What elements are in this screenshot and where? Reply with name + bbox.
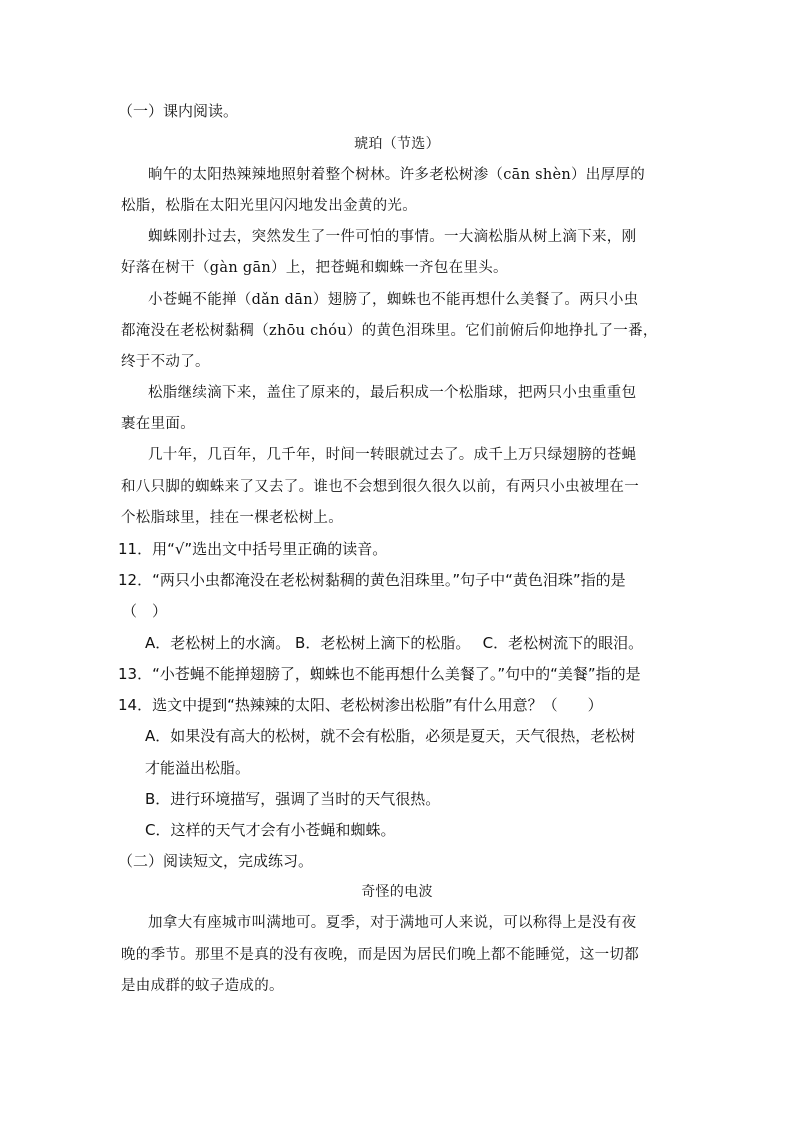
- passage1-line: 个松脂球里，挂在一棵老松树上。: [121, 510, 343, 526]
- passage1-line: 好落在树干（gàn gān）上，把苍蝇和蜘蛛一齐包在里头。: [121, 260, 508, 276]
- passage1-line: 小苍蝇不能掸（dǎn dān）翅膀了，蜘蛛也不能再想什么美餐了。两只小虫: [148, 292, 639, 308]
- passage1-line: 蜘蛛刚扑过去，突然发生了一件可怕的事情。一大滴松脂从树上滴下来，刚: [148, 229, 637, 245]
- passage1-line: 裹在里面。: [121, 416, 195, 432]
- passage1-line: 都淹没在老松树黏稠（zhōu chóu）的黄色泪珠里。它们前俯后仰地挣扎了一番，: [121, 323, 658, 339]
- question-14: 14．选文中提到“热辣辣的太阳、老松树渗出松脂”有什么用意？（ ）: [118, 696, 603, 714]
- question-13: 13．“小苍蝇不能掸翅膀了，蜘蛛也不能再想什么美餐了。”句中的“美餐”指的是: [118, 665, 641, 683]
- question-14-option-a-cont: 才能溢出松脂。: [145, 759, 251, 777]
- passage2-line: 是由成群的蚊子造成的。: [121, 978, 284, 994]
- question-11: 11．用“√”选出文中括号里正确的读音。: [118, 540, 388, 558]
- passage1-line: 终于不动了。: [121, 354, 210, 370]
- question-12: 12．“两只小虫都淹没在老松树黏稠的黄色泪珠里。”句子中“黄色泪珠”指的是: [118, 571, 626, 589]
- question-14-option-a: A．如果没有高大的松树，就不会有松脂，必须是夏天，天气很热，老松树: [145, 727, 636, 745]
- passage1-line: 和八只脚的蜘蛛来了又去了。谁也不会想到很久很久以前，有两只小虫被埋在一: [121, 479, 639, 495]
- section1-title: 琥珀（节选）: [354, 136, 440, 152]
- section2-heading: （二）阅读短文，完成练习。: [118, 852, 314, 870]
- question-14-option-c: C．这样的天气才会有小苍蝇和蜘蛛。: [145, 821, 396, 839]
- passage1-line: 几十年，几百年，几千年，时间一转眼就过去了。成千上万只绿翅膀的苍蝇: [148, 447, 637, 463]
- section2-title: 奇怪的电波: [361, 884, 433, 900]
- section1-heading: （一）课内阅读。: [118, 102, 239, 120]
- passage1-line: 松脂继续滴下来，盖住了原来的，最后积成一个松脂球，把两只小虫重重包: [148, 385, 637, 401]
- passage2-line: 加拿大有座城市叫满地可。夏季，对于满地可人来说，可以称得上是没有夜: [148, 915, 637, 931]
- passage1-line: 松脂，松脂在太阳光里闪闪地发出金黄的光。: [121, 198, 417, 214]
- passage1-line: 晌午的太阳热辣辣地照射着整个树林。许多老松树渗（cān shèn）出厚厚的: [148, 167, 646, 183]
- question-14-option-b: B．进行环境描写，强调了当时的天气很热。: [145, 790, 441, 808]
- passage2-line: 晚的季节。那里不是真的没有夜晚，而是因为居民们晚上都不能睡觉，这一切都: [121, 947, 639, 963]
- question-12-options: A．老松树上的水滴。 B．老松树上滴下的松脂。 C．老松树流下的眼泪。: [145, 634, 644, 652]
- question-12-blank: （ ）: [122, 602, 168, 620]
